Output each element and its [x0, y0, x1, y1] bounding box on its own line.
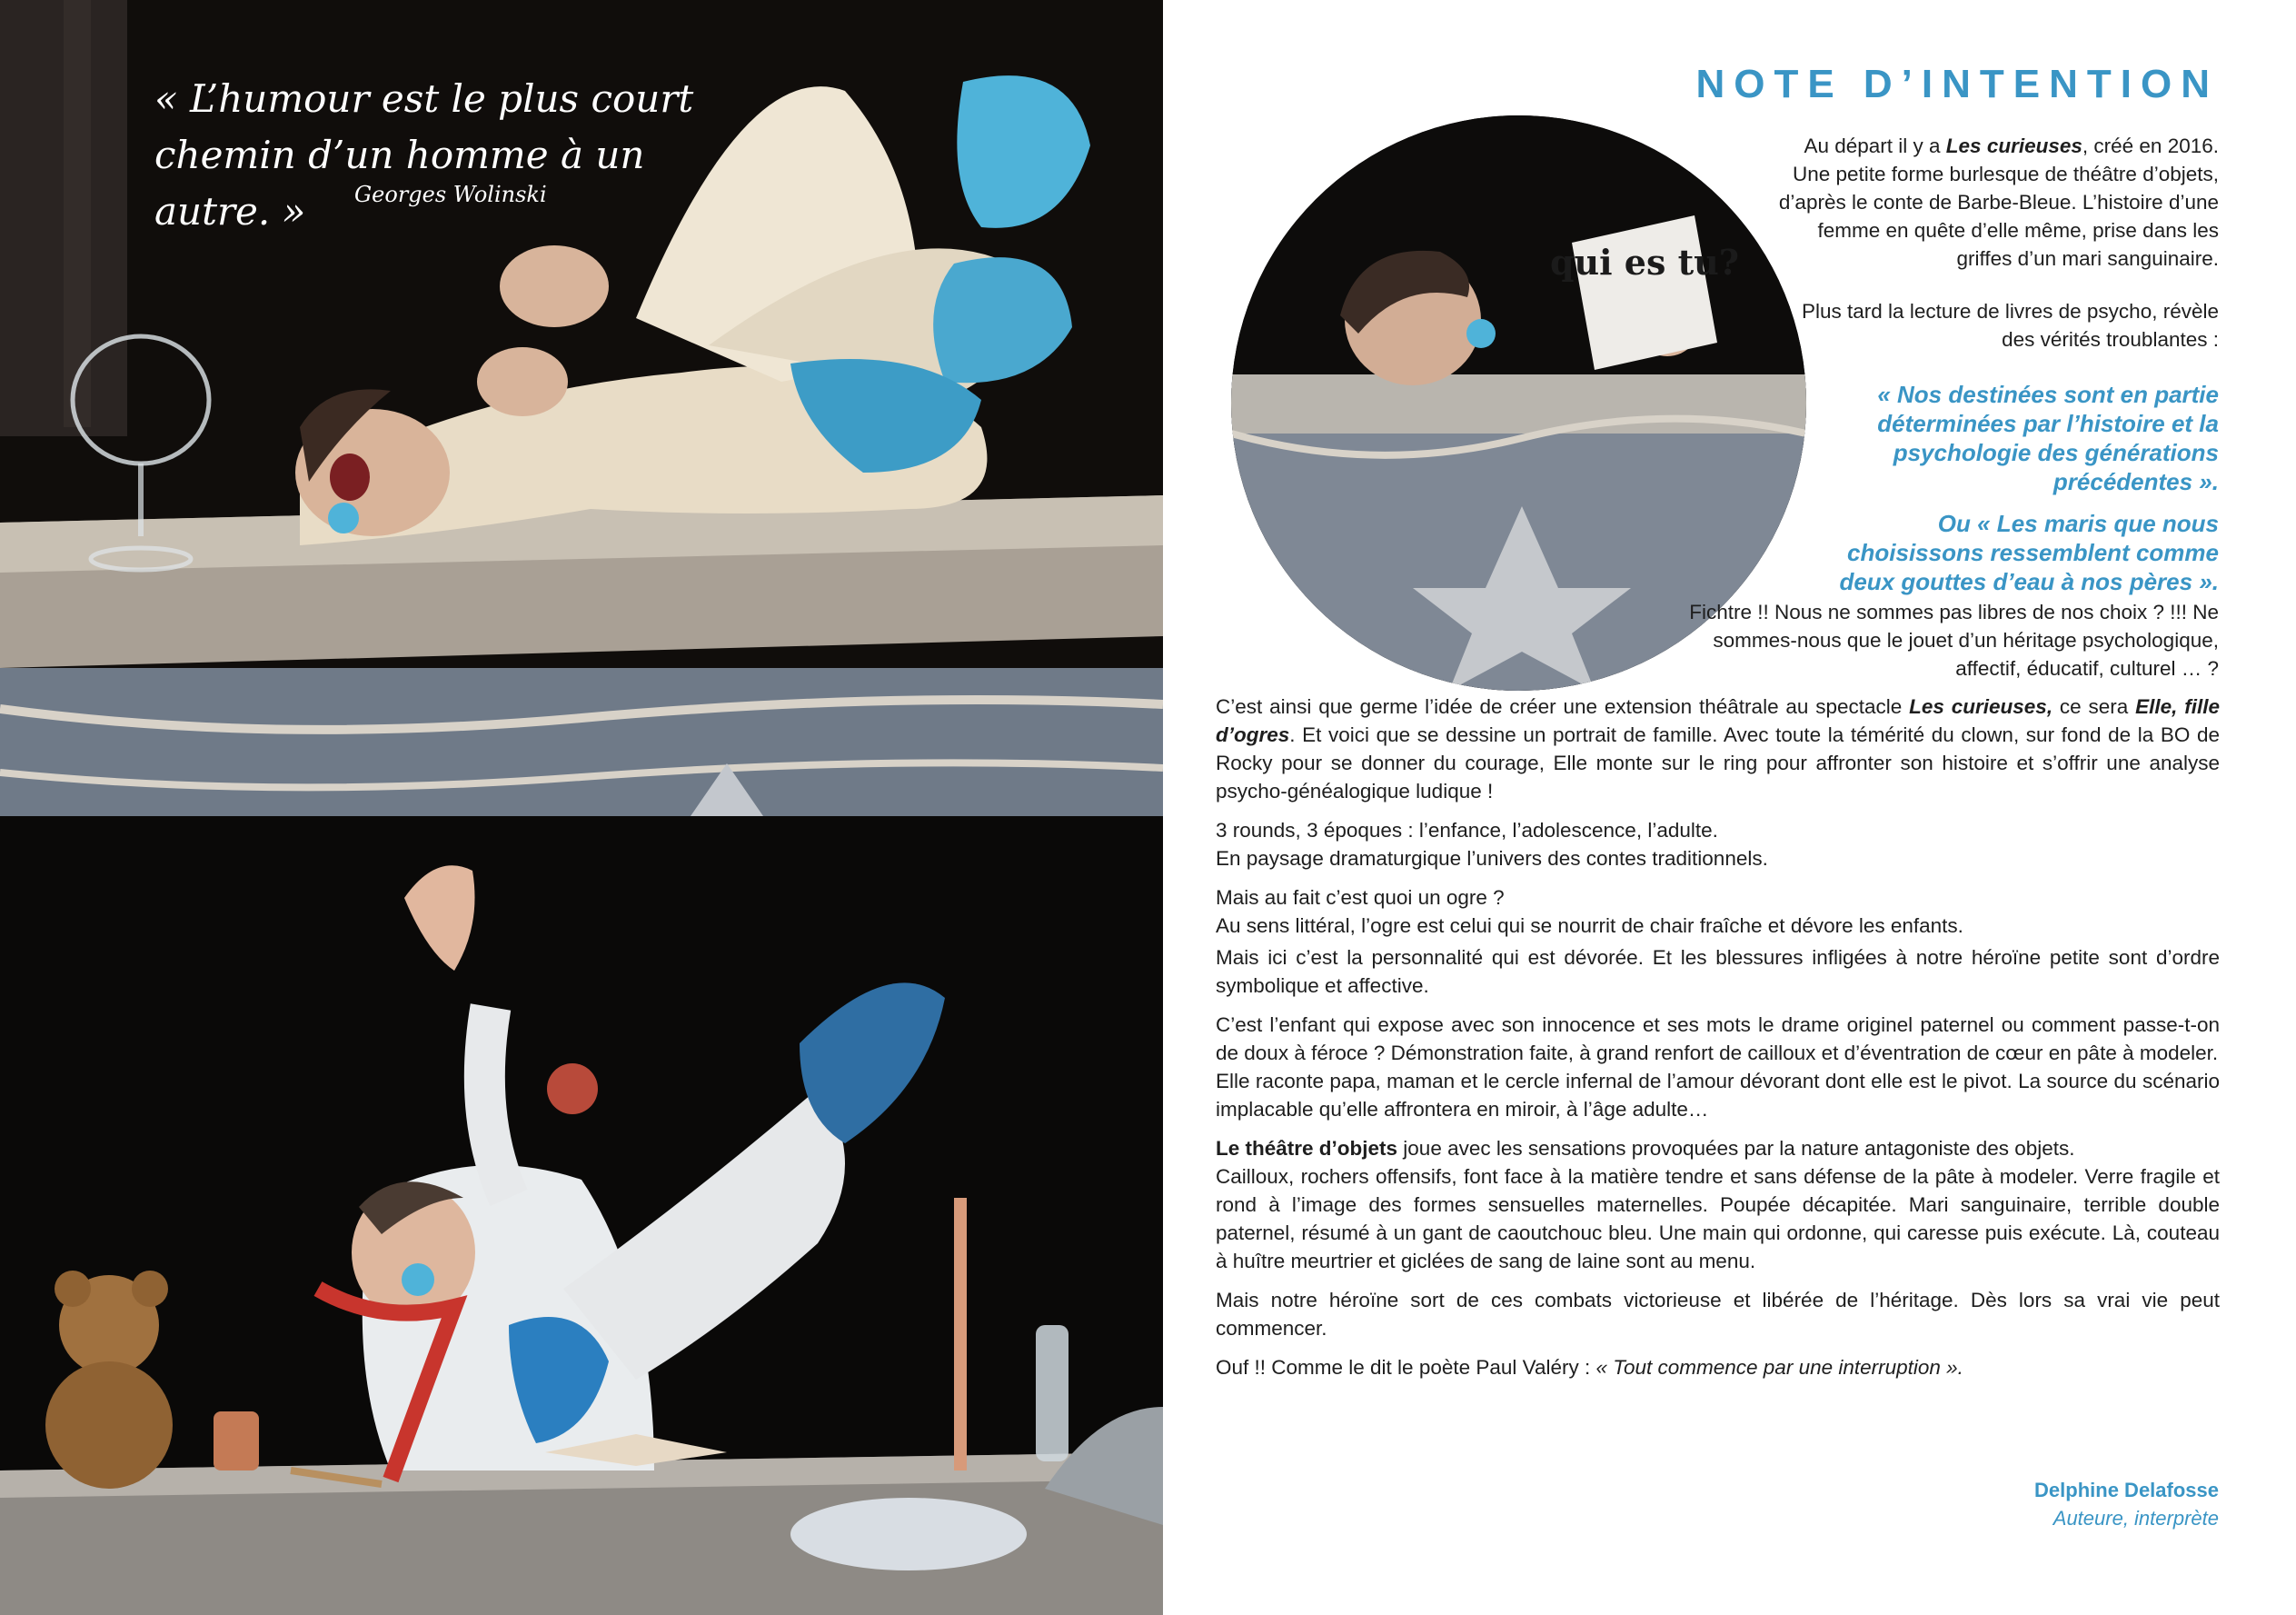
paragraph-8-text: Cailloux, rochers offensifs, font face à la matière tendre et sans défense de la pâte à modeler. Verre fragile et rond à l’image des formes sensuelles maternelles. Poupée décapitée. Mari sanguinaire, terrible double paternel, résumé à un gant de caoutchouc bleu. Une main qui ordonne, qui caresse puis exécute. Là, couteau à huître meurtrier et giclées de sang de laine sont au menu. [1216, 1165, 2220, 1272]
photo-bottom [0, 816, 1163, 1615]
paragraph-1-b: ce sera [2052, 695, 2136, 718]
paragraph-2-line-2: En paysage dramaturgique l’univers des contes traditionnels. [1216, 847, 1768, 870]
intro-1-text-b: , créé en 2016. Une petite forme burlesque de théâtre d’objets, d’après le conte de Barbe-Bleue. L’histoire d’une femme en quête d’elle même, prise dans les griffes d’un mari sanguinaire. [1778, 135, 2219, 270]
paragraph-3-line-1: Mais au fait c’est quoi un ogre ? [1216, 886, 1505, 909]
page-title: NOTE D’INTENTION [1695, 62, 2219, 106]
intro-2-text: Plus tard la lecture de livres de psycho, révèle des vérités troublantes : [1802, 300, 2219, 351]
intro-paragraph-2 [1764, 297, 2219, 354]
paragraph-1-c: . Et voici que se dessine un portrait de famille. Avec toute la témérité du clown, sur fond de la BO de Rocky pour se donner du courage, Elle monte sur le ring pour affronter son histoire et s’offrir une analyse psycho-généalogique ludique ! [1216, 723, 2220, 803]
sign-text: qui es tu? [1549, 242, 1740, 283]
paragraph-2-line-1: 3 rounds, 3 époques : l’enfance, l’adolescence, l’adulte. [1216, 819, 1718, 842]
body-text [1216, 693, 2220, 1392]
paragraph-7 [1216, 1134, 2220, 1275]
paragraph-6-text: Elle raconte papa, maman et le cercle infernal de l’amour dévorant dont elle est le pivot. La source du scénario implacable qu’elle affrontera en miroir, à l’âge adulte… [1216, 1070, 2220, 1121]
paragraph-3 [1216, 883, 2220, 940]
paragraph-1-a: C’est ainsi que germe l’idée de créer une extension théâtrale au spectacle [1216, 695, 1910, 718]
paragraph-9: Mais notre héroïne sort de ces combats victorieuse et libérée de l’héritage. Dès lors sa vrai vie peut commencer. [1216, 1289, 2220, 1340]
paragraph-1-title-2: Elle, fille d’ogres [1216, 695, 2220, 746]
paragraph-1 [1216, 693, 2220, 805]
photo-top [0, 0, 1163, 816]
signature-role: Auteure, interprète [2052, 1507, 2219, 1530]
paragraph-3-line-2: Au sens littéral, l’ogre est celui qui se nourrit de chair fraîche et dévore les enfants. [1216, 914, 1963, 937]
intro-3-text: Fichtre !! Nous ne sommes pas libres de nos choix ? !!! Ne sommes-nous que le jouet d’un héritage psychologique, affectif, éducatif, culturel … ? [1689, 601, 2219, 680]
paragraph-5-text: C’est l’enfant qui expose avec son innocence et ses mots le drame originel paternel ou comment passe-t-on de doux à féroce ? Démonstration faite, à grand renfort de cailloux et d’éventration de cœur en pâte à modeler. [1216, 1013, 2220, 1064]
highlight-quote-2: Ou « Les maris que nous choisissons ressemblent comme deux gouttes d’eau à nos pères ». [1839, 510, 2219, 595]
photo-bottom-illustration [0, 816, 1163, 1615]
epigraph-author: Georges Wolinski [354, 182, 547, 207]
paragraph-2 [1216, 816, 2220, 872]
signature [2034, 1476, 2219, 1532]
intro-paragraph-3 [1655, 598, 2219, 683]
paragraph-10-quote: « Tout commence par une interruption ». [1595, 1356, 1963, 1379]
paragraph-4: Mais ici c’est la personnalité qui est dévorée. Et les blessures infligées à notre héroïne petite sont d’ordre symbolique et affective. [1216, 946, 2220, 997]
intro-paragraph-1 [1764, 132, 2219, 273]
intro-1-title: Les curieuses [1945, 135, 2082, 157]
paragraph-1-title-1: Les curieuses, [1909, 695, 2053, 718]
paragraph-10 [1216, 1353, 2220, 1381]
epigraph-quote: « L’humour est le plus court chemin d’un homme à un autre. » [154, 76, 694, 234]
intro-1-text-a: Au départ il y a [1804, 135, 1946, 157]
paragraph-7-bold: Le théâtre d’objets [1216, 1137, 1398, 1160]
paragraph-10-a: Ouf !! Comme le dit le poète Paul Valéry : [1216, 1356, 1596, 1379]
paragraph-5 [1216, 1011, 2220, 1123]
highlight-quote-1: « Nos destinées sont en partie déterminées par l’histoire et la psychologie des générations précédentes ». [1877, 381, 2219, 495]
highlight-quotes [1801, 380, 2219, 609]
signature-name: Delphine Delafosse [2034, 1479, 2219, 1501]
paragraph-7-rest: joue avec les sensations provoquées par la nature antagoniste des objets. [1397, 1137, 2075, 1160]
